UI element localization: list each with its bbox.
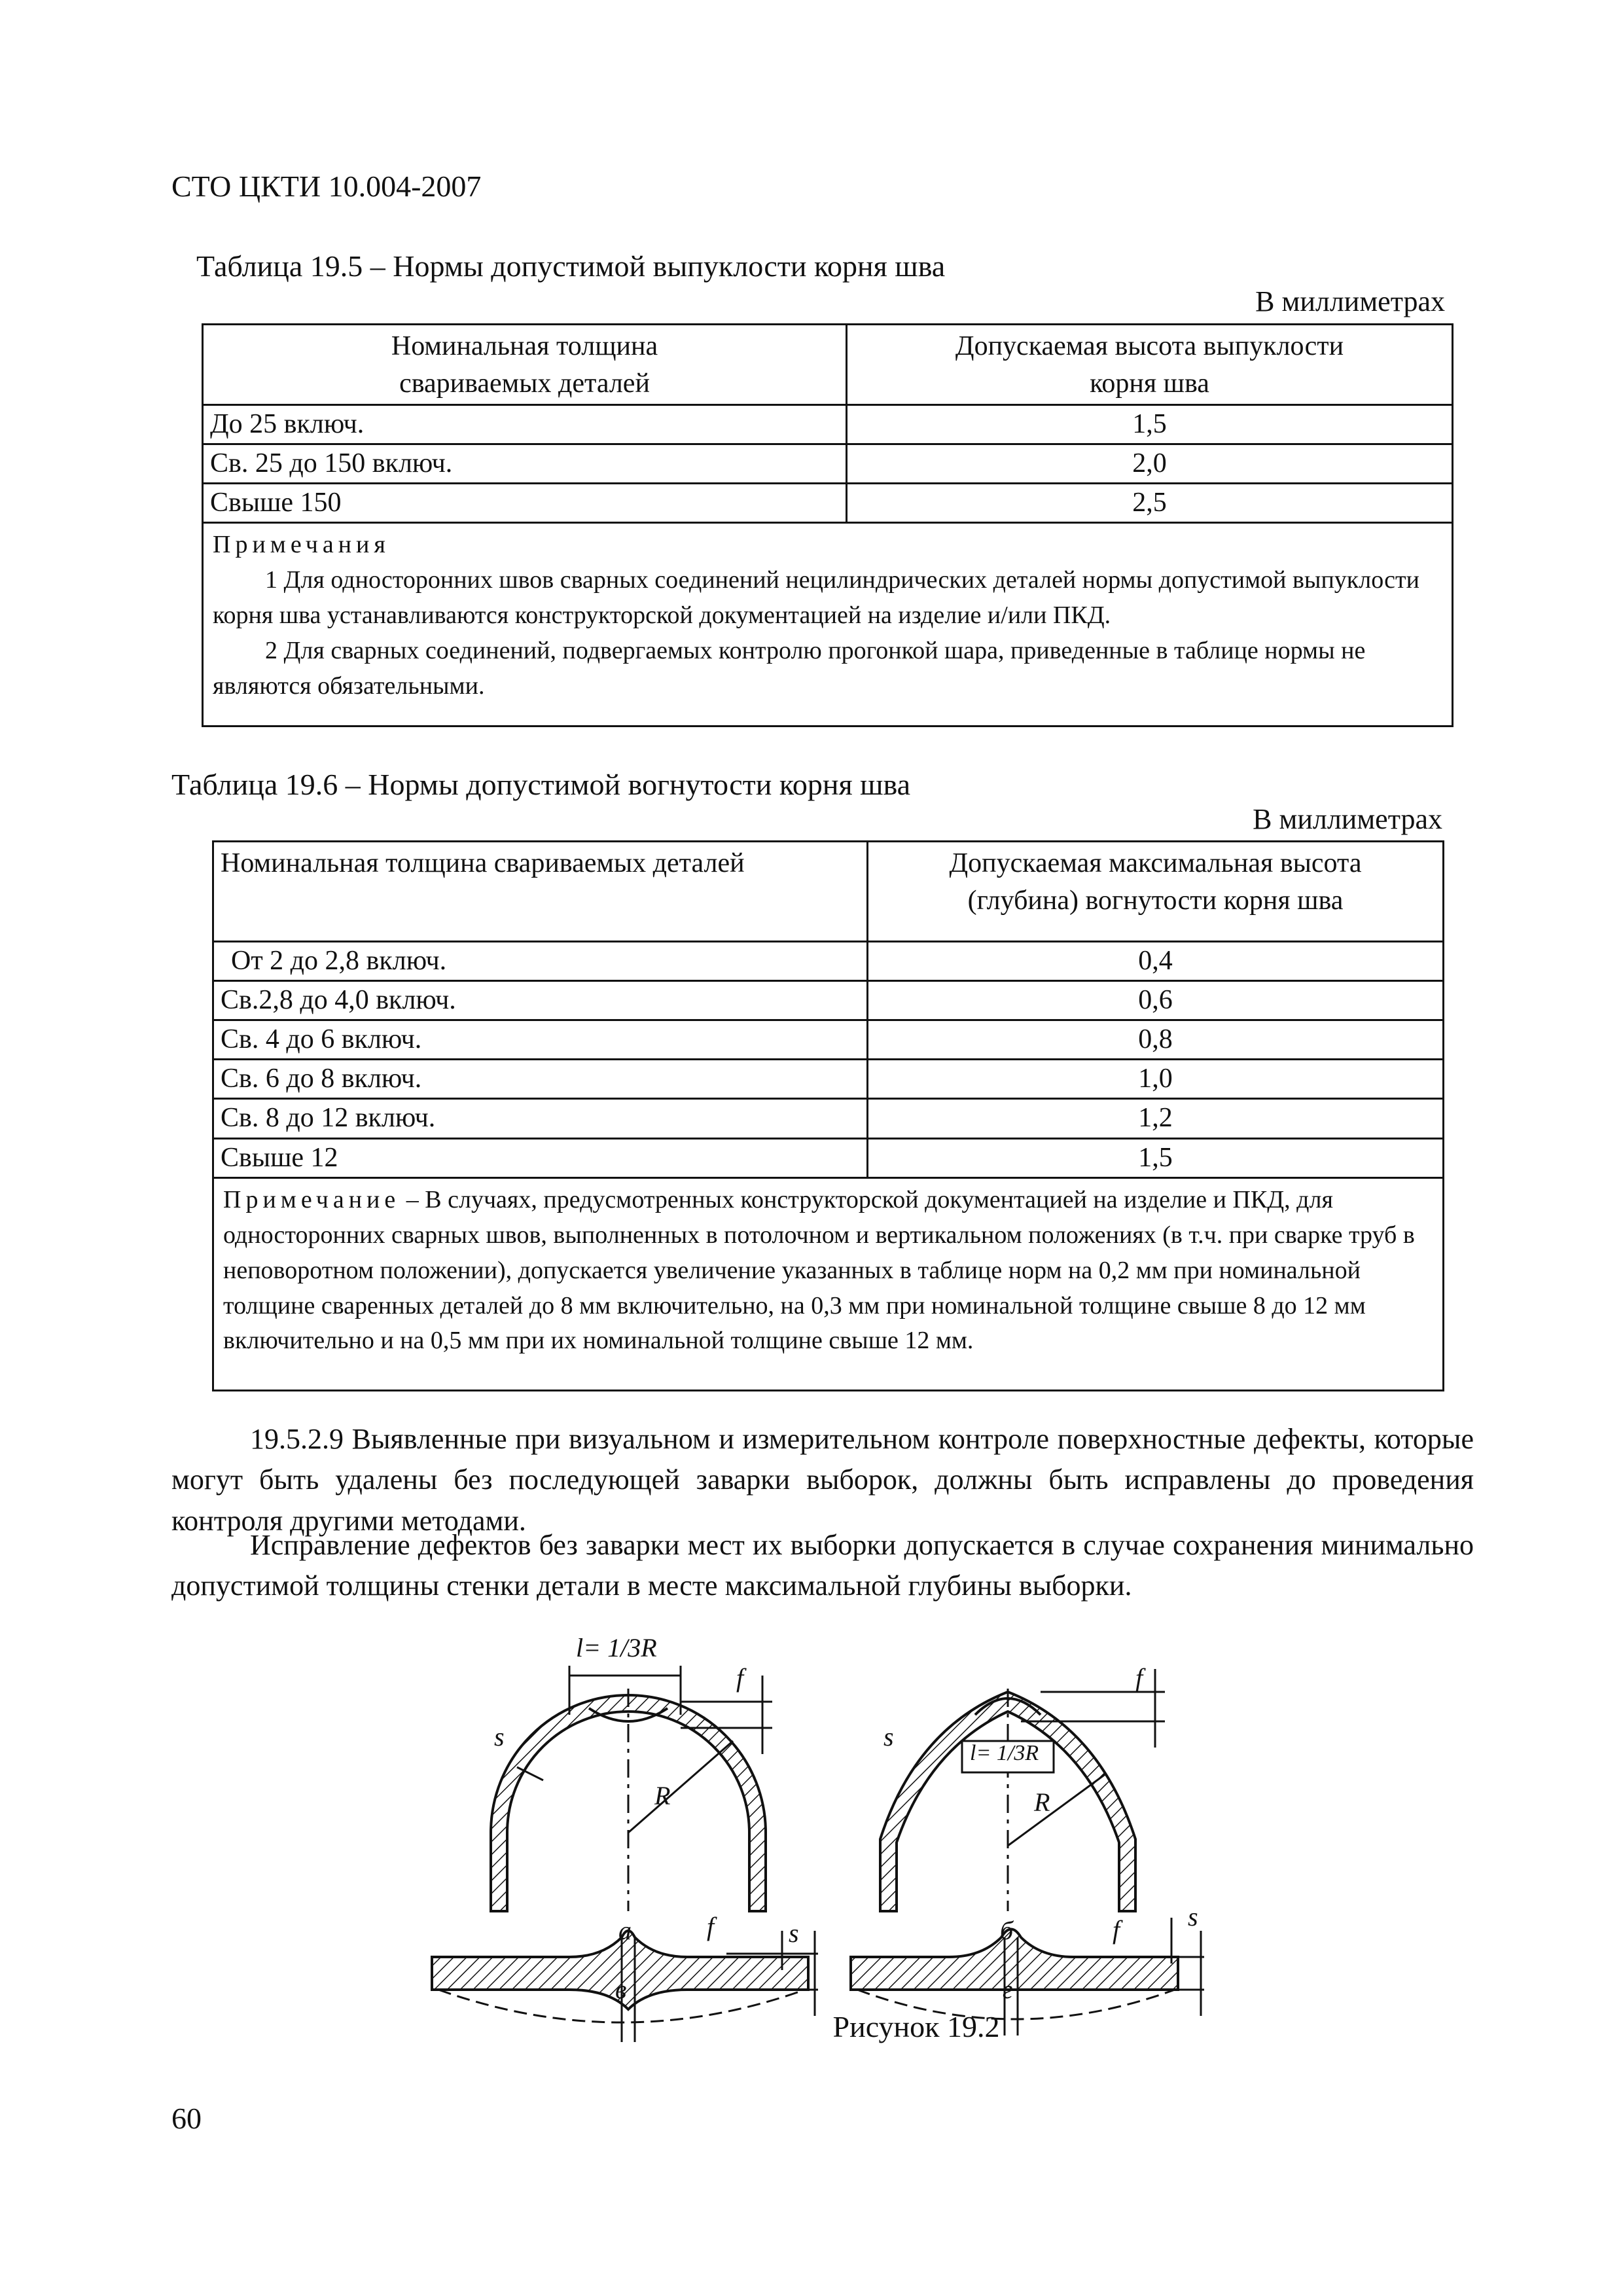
table2-cell-thickness: Св. 4 до 6 включ. (213, 1020, 868, 1060)
table2-note-text: – В случаях, предусмотренных конструкторской документацией на изделие и ПКД, для односторонних сварных швов, выполненных в потолочном и вертикальном положениях (в т.ч. при сварке труб в неповоротном положении), допускается увеличение указанных в таблице норм на 0,2 мм при номинальной толщине сваренных деталей до 8 мм включительно, на 0,3 мм при номинальной толщине свыше 8 до 12 мм включительно и на 0,5 мм при их номинальной толщине свыше 12 мм. (223, 1185, 1415, 1355)
table2-cell-value: 1,5 (868, 1138, 1444, 1177)
table1-cell-value: 2,0 (847, 444, 1453, 484)
table2-cell-thickness: Св. 6 до 8 включ. (213, 1060, 868, 1099)
table1-col2-line1: Допускаемая высота выпуклости (955, 331, 1344, 361)
figure-caption: Рисунок 19.2 (832, 2010, 1000, 2043)
table1-note-2: 2 Для сварных соединений, подвергаемых контролю прогонкой шара, приведенные в таблице нормы не являются обязательными. (213, 637, 1366, 700)
figure-dim-s-a: s (494, 1722, 505, 1751)
figure-dim-f-b: f (1135, 1663, 1143, 1693)
figure-dim-s-v: s (789, 1918, 799, 1948)
table2-cell-value: 0,4 (868, 942, 1444, 981)
document-header: СТО ЦКТИ 10.004-2007 (171, 170, 482, 203)
table1-caption: Таблица 19.5 – Нормы допустимой выпуклости корня шва (196, 249, 946, 283)
figure-dim-l-a: l= 1/3R (576, 1633, 657, 1662)
table2-col2-line2: (глубина) вогнутости корня шва (967, 886, 1344, 916)
figure-label-g: г (1003, 1975, 1013, 2004)
table2-caption: Таблица 19.6 – Нормы допустимой вогнутости корня шва (171, 768, 911, 801)
table2-header-col1: Номинальная толщина свариваемых деталей (213, 842, 868, 942)
figure-label-a: а (618, 1916, 632, 1945)
table1-cell-value: 1,5 (847, 405, 1453, 444)
table2-cell-thickness: Св.2,8 до 4,0 включ. (213, 981, 868, 1020)
figure-dim-s-b: s (883, 1722, 894, 1751)
table1-cell-thickness: Св. 25 до 150 включ. (203, 444, 847, 484)
figure-dim-r-a: R (654, 1781, 671, 1810)
paragraph-defect-correction: Исправление дефектов без заварки мест их выборки допускается в случае сохранения минимально допустимой толщины стенки детали в месте максимальной глубины выборки. (171, 1529, 1474, 1602)
table1-units: В миллиметрах (1255, 285, 1445, 317)
table1-cell-thickness: Свыше 150 (203, 484, 847, 523)
figure-dim-r-b: R (1034, 1787, 1050, 1817)
table2-note-title: Примечание (223, 1185, 401, 1213)
table2-cell-value: 1,2 (868, 1099, 1444, 1138)
table1-cell-thickness: До 25 включ. (203, 405, 847, 444)
table1-col2-line2: корня шва (1090, 368, 1209, 399)
table2-cell-thickness: Св. 8 до 12 включ. (213, 1099, 868, 1138)
table1-col1-line1: Номинальная толщина (391, 331, 658, 361)
figure-dim-f-g: f (1113, 1915, 1120, 1945)
table2-cell-value: 0,8 (868, 1020, 1444, 1060)
diagram-b (880, 1669, 1165, 1911)
table1-note-1: 1 Для односторонних швов сварных соединений нецилиндрических деталей нормы допустимой выпуклости корня шва устанавливаются конструкторской документацией на изделие и/или ПКД. (213, 566, 1419, 630)
figure-dim-s-g: s (1188, 1902, 1198, 1931)
table2-cell-thickness: Свыше 12 (213, 1138, 868, 1177)
figure-label-b: б (1000, 1916, 1014, 1945)
table2-units: В миллиметрах (1253, 803, 1442, 835)
table2-cell-thickness: От 2 до 2,8 включ. (213, 942, 868, 981)
table2-col2-line1: Допускаемая максимальная высота (949, 848, 1362, 878)
figure-dim-f-a: f (736, 1663, 744, 1693)
page-number: 60 (171, 2102, 202, 2135)
table2-cell-value: 1,0 (868, 1060, 1444, 1099)
table2-cell-value: 0,6 (868, 981, 1444, 1020)
table1-col1-line2: свариваемых деталей (399, 368, 650, 399)
figure-dim-l-b: l= 1/3R (970, 1741, 1039, 1765)
figure-label-v: в (615, 1975, 627, 2004)
table1-notes-title: Примечания (213, 531, 390, 559)
table1-cell-value: 2,5 (847, 484, 1453, 523)
figure-dim-f-v: f (707, 1912, 715, 1941)
paragraph-19-5-2-9: 19.5.2.9 Выявленные при визуальном и измерительном контроле поверхностные дефекты, которые могут быть удалены без последующей заварки выборок, должны быть исправлены до проведения контроля другими методами. (171, 1423, 1474, 1537)
diagram-a (491, 1666, 772, 1911)
